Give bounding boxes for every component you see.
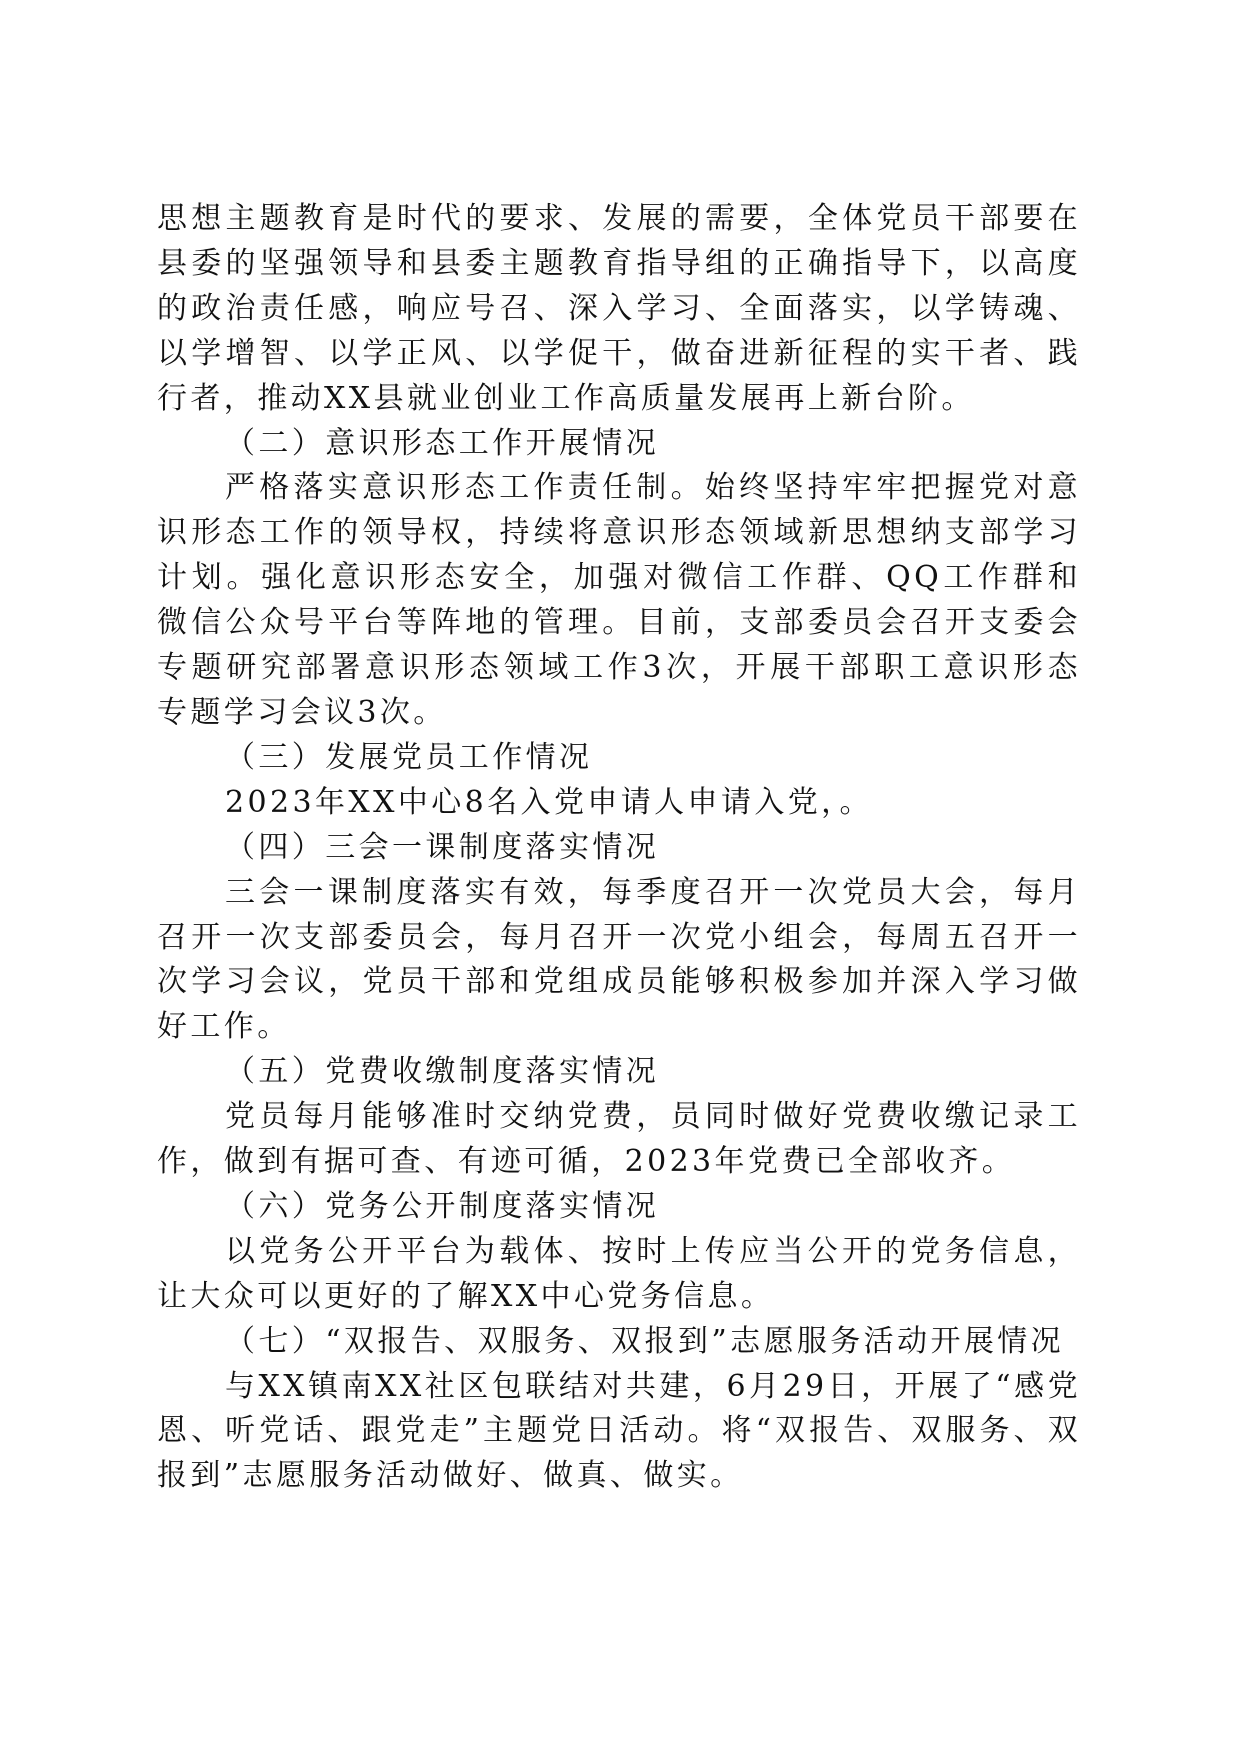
paragraph-ideology: 严格落实意识形态工作责任制。始终坚持牢牢把握党对意识形态工作的领导权，持续将意识形态领域新思想纳支部学习计划。强化意识形态安全，加强对微信工作群、QQ工作群和微信公众号平台等阵地的管理。目前，支部委员会召开支委会专题研究部署意识形态领域工作3次，开展干部职工意识形态专题学习会议3次。: [157, 470, 1081, 730]
section-heading-party-dues: （五）党费收缴制度落实情况: [225, 1054, 660, 1090]
paragraph-three-meetings: 三会一课制度落实有效，每季度召开一次党员大会，每月召开一次支部委员会，每月召开一次党小组会，每周五召开一次学习会议，党员干部和党组成员能够积极参加并深入学习做好工作。: [157, 874, 1081, 1045]
paragraph-volunteer-service: 与XX镇南XX社区包联结对共建，6月29日，开展了“感党恩、听党话、跟党走”主题党日活动。将“双报告、双服务、双报到”志愿服务活动做好、做真、做实。: [157, 1368, 1081, 1494]
section-heading-party-members: （三）发展党员工作情况: [225, 739, 593, 775]
section-heading-affairs-disclosure: （六）党务公开制度落实情况: [225, 1188, 660, 1224]
document-body: [157, 197, 1081, 1499]
paragraph-affairs-disclosure: 以党务公开平台为载体、按时上传应当公开的党务信息，让大众可以更好的了解XX中心党务信息。: [157, 1233, 1081, 1314]
paragraph-party-members: 2023年XX中心8名入党申请人申请入党，。: [225, 784, 873, 820]
paragraph-continuation: 思想主题教育是时代的要求、发展的需要，全体党员干部要在县委的坚强领导和县委主题教育指导组的正确指导下，以高度的政治责任感，响应号召、深入学习、全面落实，以学铸魂、以学增智、以学正风、以学促干，做奋进新征程的实干者、践行者，推动XX县就业创业工作高质量发展再上新台阶。: [157, 201, 1081, 416]
section-heading-ideology: （二）意识形态工作开展情况: [225, 425, 660, 461]
section-heading-three-meetings: （四）三会一课制度落实情况: [225, 829, 660, 865]
section-heading-volunteer-service: （七）“双报告、双服务、双报到”志愿服务活动开展情况: [225, 1323, 1065, 1359]
paragraph-party-dues: 党员每月能够准时交纳党费，员同时做好党费收缴记录工作，做到有据可查、有迹可循，2023年党费已全部收齐。: [157, 1099, 1081, 1180]
